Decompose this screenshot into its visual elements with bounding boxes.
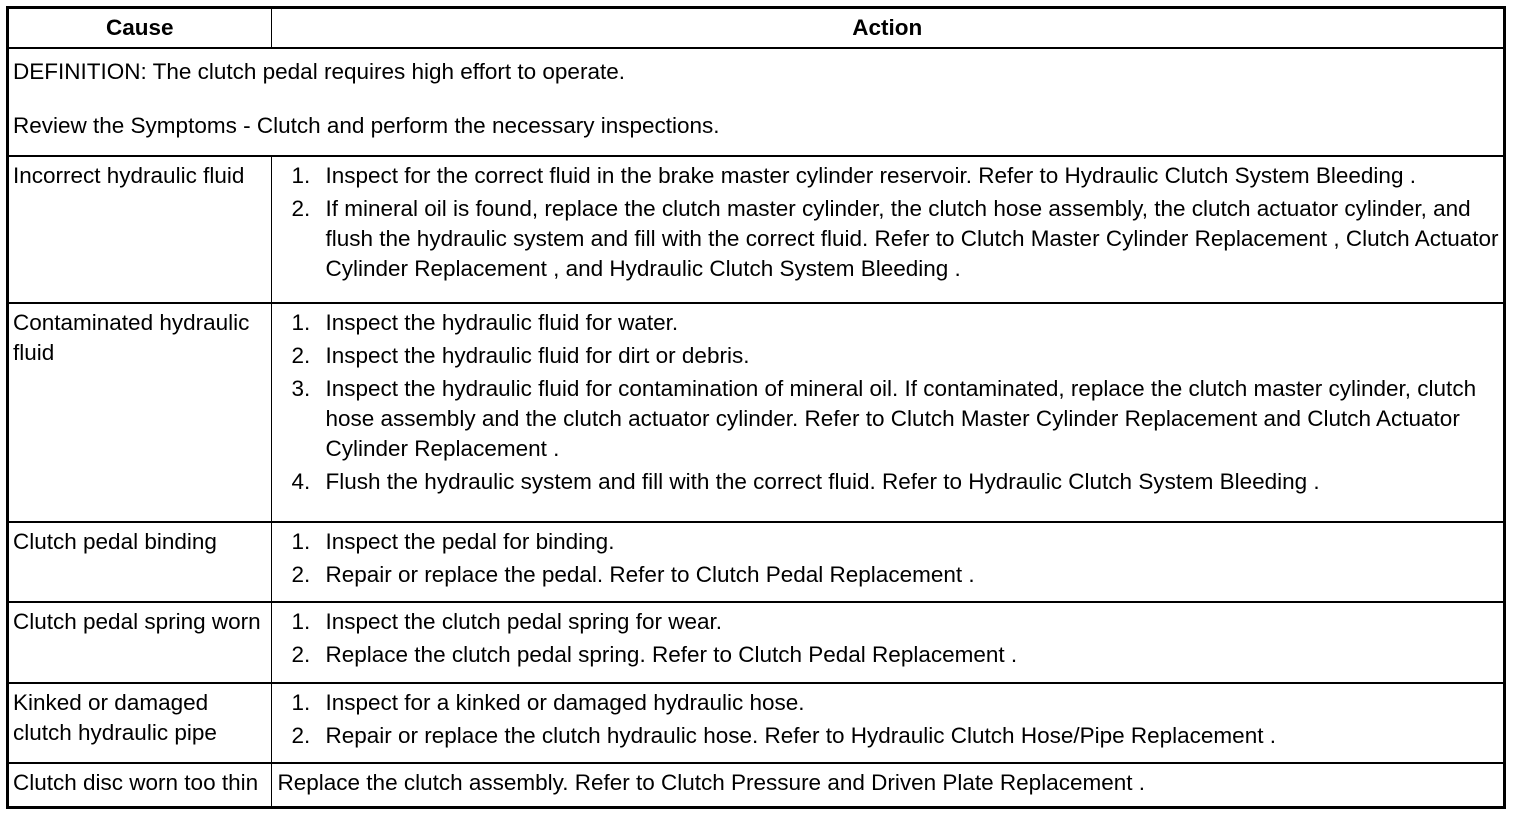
step-number: 1.	[291, 609, 311, 635]
step-text: Inspect the pedal for binding.	[325, 528, 615, 554]
definition-row	[9, 48, 1503, 156]
action-step	[276, 721, 1500, 751]
action-cell	[271, 683, 1503, 763]
diagnostic-table	[9, 9, 1503, 806]
action-step	[276, 467, 1500, 497]
step-number: 1.	[291, 528, 311, 554]
action-column-header: Action	[271, 9, 1503, 48]
cause-cell: Clutch pedal spring worn	[9, 602, 271, 682]
action-steps	[276, 607, 1500, 670]
cause-cell: Clutch disc worn too thin	[9, 763, 271, 806]
cause-cell: Kinked or damaged clutch hydraulic pipe	[9, 683, 271, 763]
step-text: Repair or replace the clutch hydraulic hose. Refer to Hydraulic Clutch Hose/Pipe Replacement .	[325, 722, 1276, 748]
action-steps	[276, 161, 1500, 284]
action-step	[276, 194, 1500, 284]
step-text: Inspect for a kinked or damaged hydraulic hose.	[325, 689, 805, 715]
step-number: 4.	[291, 468, 311, 494]
action-cell	[271, 763, 1503, 806]
step-text: Inspect the clutch pedal spring for wear.	[325, 609, 722, 635]
action-cell	[271, 156, 1503, 303]
definition-text: DEFINITION: The clutch pedal requires high effort to operate.	[13, 59, 625, 84]
step-number: 2.	[291, 722, 311, 748]
definition-cell	[9, 48, 1503, 156]
step-text: Inspect for the correct fluid in the brake master cylinder reservoir. Refer to Hydraulic Clutch System Bleeding .	[325, 162, 1416, 188]
step-number: 2.	[291, 561, 311, 587]
step-text: Inspect the hydraulic fluid for water.	[325, 309, 679, 335]
step-text: Replace the clutch pedal spring. Refer to Clutch Pedal Replacement .	[325, 642, 1018, 668]
action-step	[276, 527, 1500, 557]
action-steps	[276, 308, 1500, 497]
action-cell	[271, 303, 1503, 522]
table-row	[9, 156, 1503, 303]
diagnostic-table-frame	[6, 6, 1506, 809]
table-header-row	[9, 9, 1503, 48]
action-step	[276, 341, 1500, 371]
table-row	[9, 522, 1503, 602]
cause-cell: Clutch pedal binding	[9, 522, 271, 602]
step-number: 1.	[291, 689, 311, 715]
action-step	[276, 161, 1500, 191]
action-cell	[271, 602, 1503, 682]
step-text: If mineral oil is found, replace the clutch master cylinder, the clutch hose assembly, the clutch actuator cylinder, and flush the hydraulic system and fill with the correct fluid. Refer to Clutch Master Cylinder Replacement , Clutch Actuator Cylinder Replacement , and Hydraulic Clutch System Bleeding .	[325, 195, 1499, 281]
review-symptoms-text: Review the Symptoms - Clutch and perform the necessary inspections.	[13, 113, 720, 138]
table-row	[9, 763, 1503, 806]
action-step	[276, 640, 1500, 670]
action-step	[276, 688, 1500, 718]
step-number: 1.	[291, 309, 311, 335]
step-text: Inspect the hydraulic fluid for dirt or debris.	[325, 342, 750, 368]
cause-cell: Contaminated hydraulic fluid	[9, 303, 271, 522]
step-text: Flush the hydraulic system and fill with the correct fluid. Refer to Hydraulic Clutch System Bleeding .	[325, 468, 1320, 494]
step-number: 2.	[291, 342, 311, 368]
step-text: Repair or replace the pedal. Refer to Clutch Pedal Replacement .	[325, 561, 975, 587]
action-step	[276, 560, 1500, 590]
table-row	[9, 683, 1503, 763]
table-row	[9, 602, 1503, 682]
step-number: 2.	[291, 642, 311, 668]
step-number: 3.	[291, 375, 311, 401]
action-step	[276, 308, 1500, 338]
step-text: Inspect the hydraulic fluid for contamination of mineral oil. If contaminated, replace the clutch master cylinder, clutch hose assembly and the clutch actuator cylinder. Refer to Clutch Master Cylinder Replacement and Clutch Actuator Cylinder Replacement .	[325, 375, 1477, 461]
action-cell	[271, 522, 1503, 602]
cause-cell: Incorrect hydraulic fluid	[9, 156, 271, 303]
action-steps	[276, 688, 1500, 751]
action-text: Replace the clutch assembly. Refer to Clutch Pressure and Driven Plate Replacement .	[277, 770, 1145, 795]
step-number: 1.	[291, 162, 311, 188]
action-step	[276, 607, 1500, 637]
action-steps	[276, 527, 1500, 590]
action-step	[276, 374, 1500, 464]
table-row	[9, 303, 1503, 522]
step-number: 2.	[291, 195, 311, 221]
cause-column-header: Cause	[9, 9, 271, 48]
